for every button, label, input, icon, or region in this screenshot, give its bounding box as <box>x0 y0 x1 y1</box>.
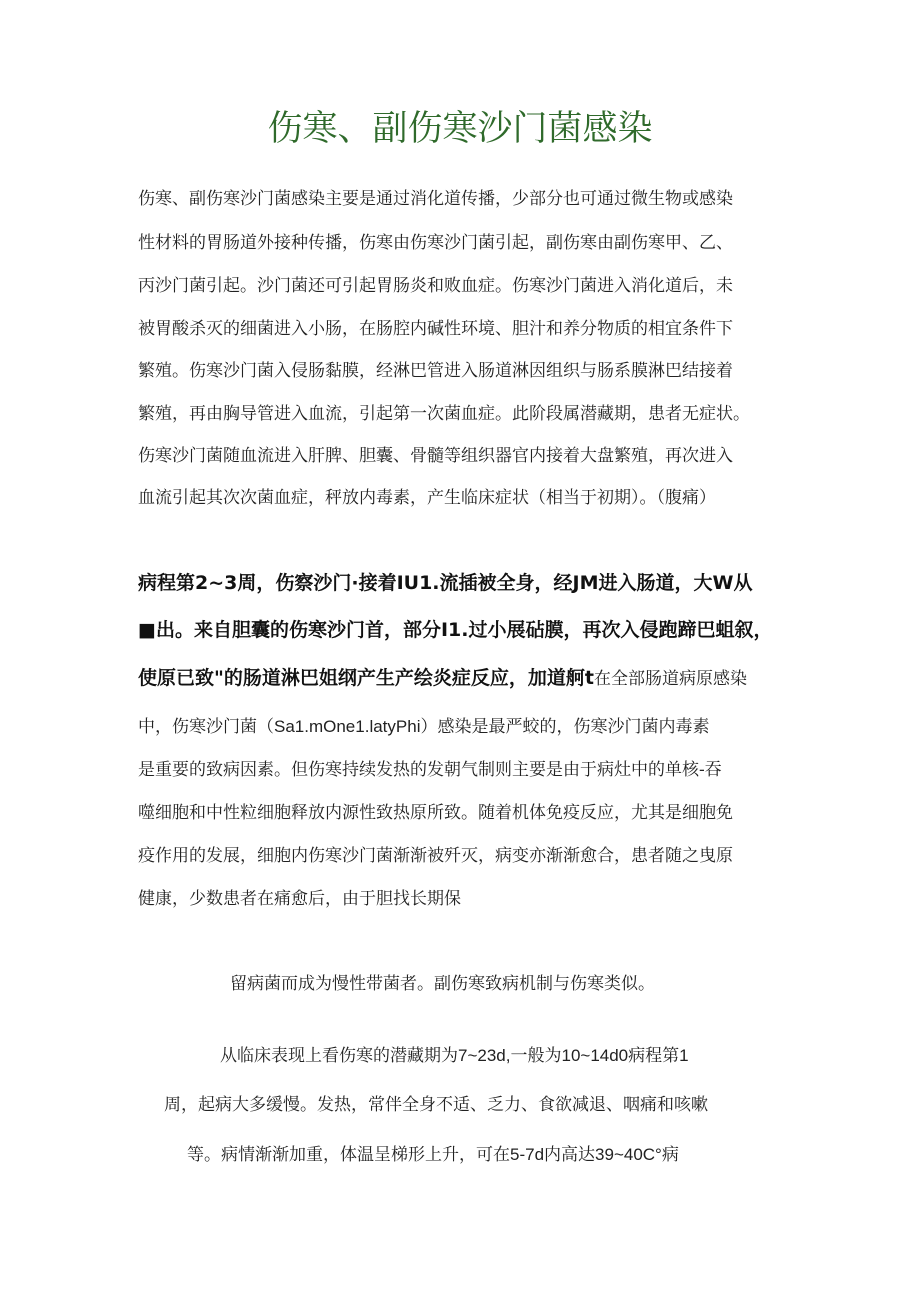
para3-text-c: 一般为 <box>510 1046 562 1066</box>
para3-num-days: 5-7d <box>510 1145 545 1164</box>
latin-name: Sa1.mOne1.latyPhi <box>274 717 421 736</box>
mixed-line <box>138 665 747 692</box>
para3-line-1 <box>220 1043 689 1069</box>
para1-line-4: 被胃酸杀灭的细菌进入小肠，在肠腔内碱性环境、胆汁和养分物质的相宜条件下 <box>138 319 733 339</box>
para3-num-incubation: 7~23d, <box>458 1046 511 1065</box>
centered-line: 留病菌而成为慢性带菌者。副伤寒致病机制与伤寒类似。 <box>230 974 655 994</box>
para1-line-6: 繁殖，再由胸导管进入血流，引起第一次菌血症。此阶段属潜藏期，患者无症状。 <box>138 404 750 424</box>
para2-line-4: 疫作用的发展，细胞内伤寒沙门菌渐渐被歼灭，病变亦渐渐愈合，患者随之曳原 <box>138 846 733 866</box>
mixed-line-bold: 使原已致"的肠道淋巴姐纲产生产绘炎症反应，加道舸t <box>138 667 594 689</box>
para3-text-3c: 内高达 <box>544 1145 596 1165</box>
bold-line-2: ■出。来自胆囊的伤寒沙门首，部分I1.过小展砧膜，再次入侵跑蹄巴蛆叙， <box>138 619 773 641</box>
para3-num-week: 1 <box>679 1046 689 1065</box>
para3-text-3e: 病 <box>661 1145 679 1165</box>
para2-line-2: 是重要的致病因素。但伤寒持续发热的发朝气制则主要是由于病灶中的单核-吞 <box>138 760 722 780</box>
para1-line-7: 伤寒沙门菌随血流进入肝脾、胆囊、骨髓等组织器官内接着大盘繁殖，再次进入 <box>138 446 733 466</box>
para1-line-3: 丙沙门菌引起。沙门菌还可引起胃肠炎和败血症。伤寒沙门菌进入消化道后，未 <box>138 276 733 296</box>
para3-num-typical: 10~14d0 <box>561 1046 629 1065</box>
para1-line-2: 性材料的胃肠道外接种传播，伤寒由伤寒沙门菌引起，副伤寒由副伤寒甲、乙、 <box>138 233 733 253</box>
para2-line-3: 噬细胞和中性粒细胞释放内源性致热原所致。随着机体免疫反应，尤其是细胞免 <box>138 803 733 823</box>
para3-line-3 <box>187 1142 679 1168</box>
para2-line-1 <box>138 714 709 740</box>
para3-line-2: 周，起病大多缓慢。发热，常伴全身不适、乏力、食欲减退、咽痛和咳嗽 <box>164 1095 708 1115</box>
para2-line-1-after: ）感染是最严蛟的，伤寒沙门菌内毒素 <box>420 717 710 737</box>
para3-text-e: 病程第 <box>628 1046 680 1066</box>
para3-text-a: 从临床表现上看伤寒的潜藏期为 <box>220 1046 458 1066</box>
para2-line-5: 健康，少数患者在痛愈后，由于胆找长期保 <box>138 889 461 909</box>
para2-line-1-before: 中，伤寒沙门菌（ <box>138 717 274 737</box>
document-title: 伤寒、副伤寒沙门菌感染 <box>267 109 653 149</box>
para3-text-3a: 等。病情渐渐加重，体温呈梯形上升，可在 <box>187 1145 510 1165</box>
para1-line-1: 伤寒、副伤寒沙门菌感染主要是通过消化道传播，少部分也可通过微生物或感染 <box>138 189 733 209</box>
bold-line-1: 病程第2~3周，伤察沙门·接着IU1.流插被全身，经JM进入肠道，大W从 <box>138 572 753 594</box>
mixed-line-normal: 在全部肠道病原感染 <box>593 669 747 689</box>
para3-num-temp: 39~40C° <box>595 1145 662 1164</box>
para1-line-5: 繁殖。伤寒沙门菌入侵肠黏膜，经淋巴管进入肠道淋因组织与肠系膜淋巴结接着 <box>138 361 733 381</box>
para1-line-8: 血流引起其次次菌血症，秤放内毒素，产生临床症状（相当于初期）。（腹痛） <box>138 488 716 508</box>
